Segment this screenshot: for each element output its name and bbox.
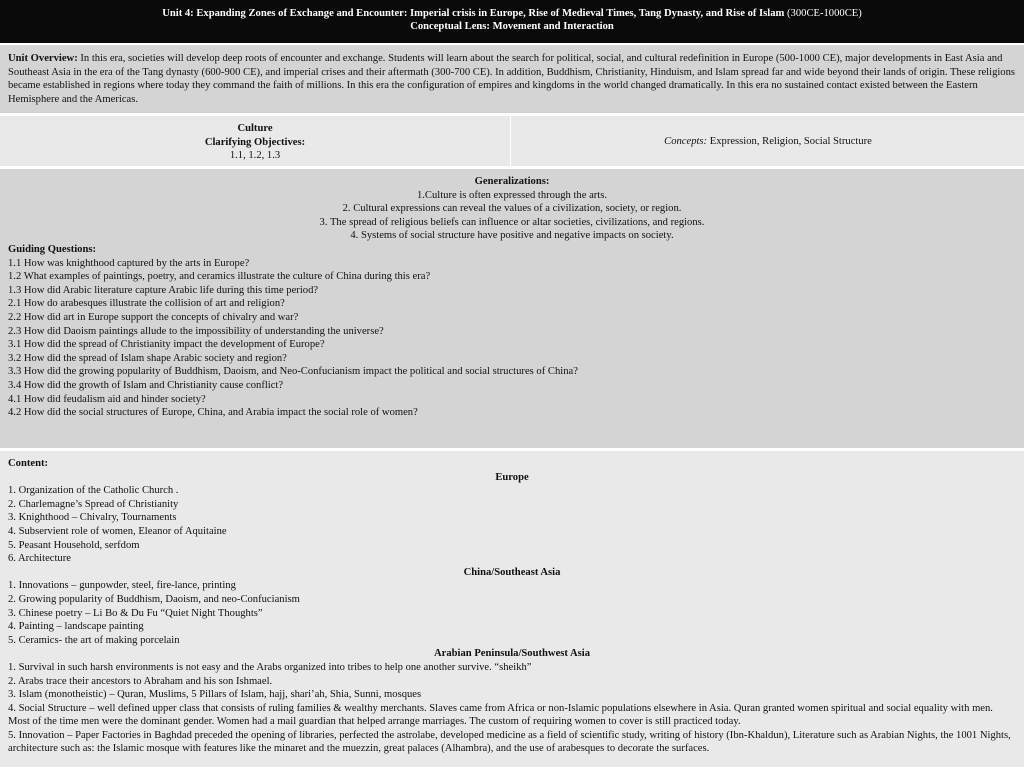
europe-item: 1. Organization of the Catholic Church .	[8, 485, 179, 497]
generalization-item: 3. The spread of religious beliefs can influence or altar societies, civilizations, and regions.	[319, 216, 705, 228]
unit-header	[0, 0, 1024, 43]
generalization-item: 4. Systems of social structure have positive and negative impacts on society.	[350, 230, 674, 242]
clarifying-objectives-label: Clarifying Objectives:	[204, 136, 306, 148]
overview-text: In this era, societies will develop deep roots of encounter and exchange. Students will learn about the search for political, social, and cultural redefinition in Europe (500-1000 CE), major developments in East Asia and Southeast Asia in the era of the Tang dynasty (600-900 CE), and imperial crises and their aftermath (300-700 CE). In addition, Buddhism, Christianity, Hinduism, and Islam spread far and wide beyond their lands of origin. These religions became established in regions where today they command the faith of millions. In this era the configuration of empires and kingdoms in the world changed dramatically. In this era no sustained contact existed between the Eastern Hemisphere and the Americas.	[8, 53, 1016, 105]
guiding-question: 1.1 How was knighthood captured by the arts in Europe?	[8, 257, 250, 269]
arabia-item: 1. Survival in such harsh environments is not easy and the Arabs organized into tribes to help one another survive. “sheikh”	[8, 661, 532, 673]
guiding-question: 2.2 How did art in Europe support the concepts of chivalry and war?	[8, 311, 299, 323]
europe-item: 6. Architecture	[8, 553, 71, 565]
unit-title: Unit 4: Expanding Zones of Exchange and Encounter: Imperial crisis in Europe, Rise of Medieval Times, Tang Dynasty, and Rise of Islam	[162, 8, 785, 19]
content-title: Content:	[8, 458, 49, 469]
guiding-question: 4.2 How did the social structures of Europe, China, and Arabia impact the social role of women?	[8, 407, 418, 419]
guiding-question: 3.3 How did the growing popularity of Buddhism, Daoism, and Neo-Confucianism impact the political and social structures of China?	[8, 366, 578, 378]
arabia-item: 3. Islam (monotheistic) – Quran, Muslims, 5 Pillars of Islam, hajj, shari’ah, Shia, Sunni, mosques	[8, 689, 422, 701]
arabia-item: 2. Arabs trace their ancestors to Abraham and his son Ishmael.	[8, 675, 273, 687]
guiding-question: 3.4 How did the growth of Islam and Christianity cause conflict?	[8, 379, 284, 391]
guiding-question: 4.1 How did feudalism aid and hinder society?	[8, 393, 206, 405]
guiding-question: 2.3 How did Daoism paintings allude to the impossibility of understanding the universe?	[8, 325, 384, 337]
guiding-question: 3.2 How did the spread of Islam shape Arabic society and region?	[8, 352, 287, 364]
generalizations-title: Generalizations:	[474, 176, 550, 187]
china-item: 4. Painting – landscape painting	[8, 621, 144, 633]
unit-dates: (300CE-1000CE)	[787, 8, 862, 19]
guiding-question: 1.2 What examples of paintings, poetry, and ceramics illustrate the culture of China during this era?	[8, 271, 431, 283]
concepts-values: Expression, Religion, Social Structure	[709, 136, 872, 147]
china-item: 5. Ceramics- the art of making porcelain	[8, 634, 180, 646]
generalizations-section	[0, 168, 1024, 449]
china-heading: China/Southeast Asia	[463, 566, 561, 578]
culture-section	[0, 115, 1024, 167]
guiding-question: 1.3 How did Arabic literature capture Arabic life during this time period?	[8, 284, 319, 296]
europe-heading: Europe	[495, 471, 529, 483]
culture-objectives-cell	[0, 116, 511, 166]
clarifying-objectives-values: 1.1, 1.2, 1.3	[229, 150, 281, 162]
europe-item: 4. Subservient role of women, Eleanor of Aquitaine	[8, 525, 227, 537]
china-item: 2. Growing popularity of Buddhism, Daoism, and neo-Confucianism	[8, 593, 300, 605]
unit-overview-section	[0, 44, 1024, 114]
content-section	[0, 450, 1024, 768]
china-item: 3. Chinese poetry – Li Bo & Du Fu “Quiet Night Thoughts”	[8, 607, 263, 619]
guiding-questions-title: Guiding Questions:	[8, 243, 97, 255]
conceptual-lens: Conceptual Lens: Movement and Interaction	[410, 21, 614, 32]
unit-title-line	[0, 7, 1024, 20]
guiding-question: 3.1 How did the spread of Christianity impact the development of Europe?	[8, 339, 325, 351]
concepts-cell	[512, 116, 1024, 166]
guiding-question: 2.1 How do arabesques illustrate the collision of art and religion?	[8, 298, 285, 310]
arabia-item: 5. Innovation – Paper Factories in Baghdad preceded the opening of libraries, perfected the astrolabe, developed medicine as a field of scientific study, writing of history (Ibn-Khaldun), Literature such as Arabian Nights, the 1001 Nights, architecture such as: the Islamic mosque with features like the minaret and the muezzin, great palaces (Alhambra), and the use of arabesques to decorate the surfaces.	[8, 729, 1011, 755]
generalization-item: 1.Culture is often expressed through the arts.	[416, 189, 608, 201]
europe-item: 3. Knighthood – Chivalry, Tournaments	[8, 512, 177, 524]
overview-label: Unit Overview:	[8, 53, 78, 64]
arabia-item: 4. Social Structure – well defined upper class that consists of ruling families & wealthy merchants. Slaves came from Africa or non-Islamic populations elsewhere in Asia. Quran granted women spiritual and social equality with men. Most of the time men were the dominant gender. Women had a mail guardian that helped arrange marriages. The custom of requiring women to cover is still practiced today.	[8, 702, 993, 728]
china-item: 1. Innovations – gunpowder, steel, fire-lance, printing	[8, 580, 236, 592]
concepts-label: Concepts:	[664, 136, 708, 147]
europe-item: 5. Peasant Household, serfdom	[8, 539, 140, 551]
europe-item: 2. Charlemagne’s Spread of Christianity	[8, 498, 179, 510]
arabia-heading: Arabian Peninsula/Southwest Asia	[434, 648, 590, 660]
culture-title: Culture	[237, 123, 273, 134]
generalization-item: 2. Cultural expressions can reveal the values of a civilization, society, or region.	[342, 203, 682, 215]
